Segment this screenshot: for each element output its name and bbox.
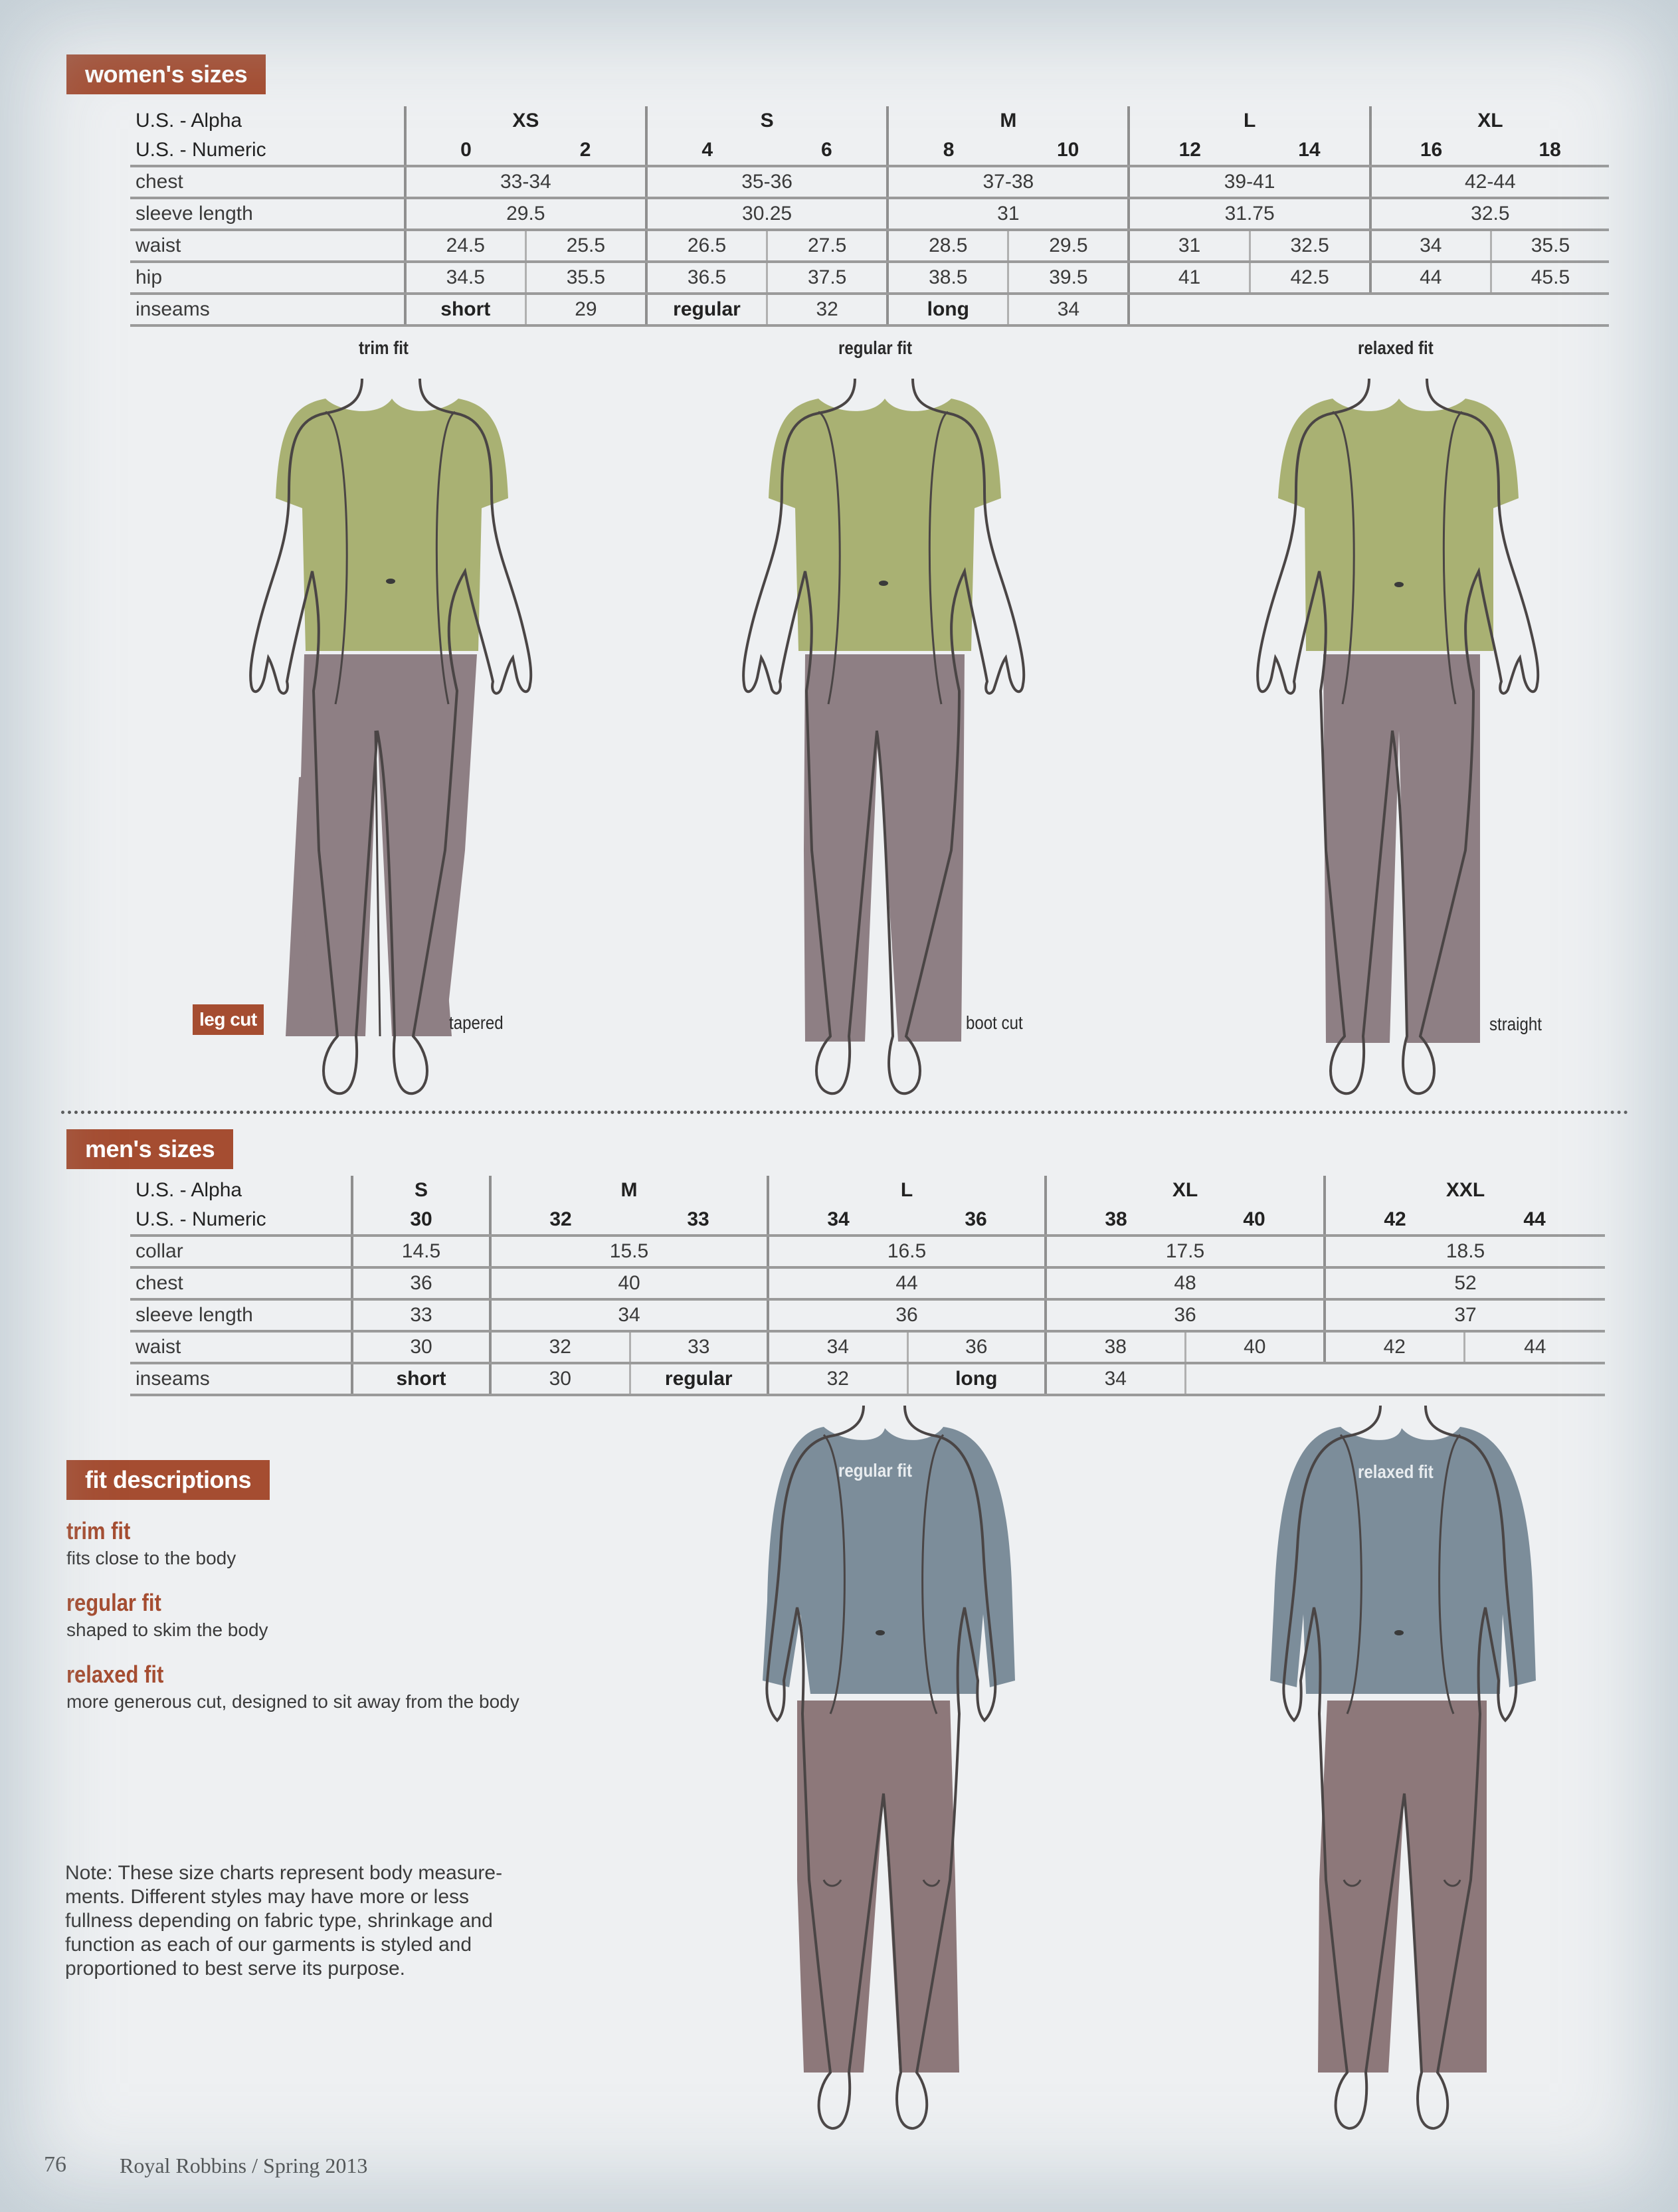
women-size-table: [130, 106, 1609, 327]
men-size-table: [130, 1176, 1605, 1396]
publication-footer: Royal Robbins / Spring 2013: [120, 2154, 368, 2177]
numeric-size: 34: [768, 1205, 907, 1236]
fit-desc-name: regular fit: [66, 1589, 161, 1616]
cell: 36: [1046, 1299, 1325, 1331]
cell: 24.5: [405, 230, 526, 262]
row-label: U.S. - Numeric: [130, 1205, 352, 1236]
women-numeric-row: [130, 136, 1609, 166]
page-number: 76: [44, 2152, 66, 2177]
cell: 29.5: [405, 198, 646, 230]
cell: short: [405, 294, 526, 325]
fit-desc-name: trim fit: [66, 1517, 131, 1544]
cell: 38: [1046, 1331, 1185, 1363]
men-sizes-heading: men's sizes: [66, 1129, 233, 1169]
cell: 38.5: [887, 262, 1008, 294]
row-label: sleeve length: [130, 1299, 352, 1331]
row-label: hip: [130, 262, 405, 294]
men-inseams-row: [130, 1363, 1605, 1395]
numeric-size: 42: [1325, 1205, 1464, 1236]
numeric-size: 0: [405, 136, 526, 166]
men-alpha-row: [130, 1176, 1605, 1205]
alpha-size: M: [490, 1176, 768, 1205]
women-figure-regular: [719, 372, 1051, 1109]
row-label: waist: [130, 230, 405, 262]
cell: 42: [1325, 1331, 1464, 1363]
numeric-size: 16: [1370, 136, 1491, 166]
cell: 32: [490, 1331, 630, 1363]
cell: 44: [1464, 1331, 1605, 1363]
cell: 28.5: [887, 230, 1008, 262]
cell: 35.5: [525, 262, 646, 294]
cell: 37.5: [767, 262, 888, 294]
cell: 33-34: [405, 166, 646, 198]
men-numeric-row: [130, 1205, 1605, 1236]
fit-desc-text: more generous cut, designed to sit away from the body: [66, 1691, 519, 1712]
cell: 14.5: [352, 1236, 490, 1267]
numeric-size: 2: [525, 136, 646, 166]
alpha-size: L: [768, 1176, 1046, 1205]
cell: 34: [490, 1299, 768, 1331]
alpha-size: S: [646, 106, 887, 136]
cell: regular: [630, 1363, 768, 1395]
cell: 27.5: [767, 230, 888, 262]
cell: 36.5: [646, 262, 767, 294]
numeric-size: 18: [1491, 136, 1609, 166]
cut-label-straight: straight: [1489, 1014, 1542, 1034]
cell: regular: [646, 294, 767, 325]
cell: 31.75: [1129, 198, 1370, 230]
cell: 42.5: [1250, 262, 1370, 294]
alpha-size: S: [352, 1176, 490, 1205]
cell: 30: [352, 1331, 490, 1363]
numeric-size: 14: [1250, 136, 1370, 166]
alpha-size: L: [1129, 106, 1370, 136]
alpha-size: XL: [1370, 106, 1609, 136]
row-label: U.S. - Alpha: [136, 1179, 242, 1201]
women-figure-trim: [226, 372, 558, 1109]
row-label: U.S. - Numeric: [130, 136, 405, 166]
row-label: collar: [130, 1236, 352, 1267]
women-fit-label-regular: regular fit: [838, 337, 913, 358]
cell: 33: [630, 1331, 768, 1363]
cell: 15.5: [490, 1236, 768, 1267]
women-waist-row: [130, 230, 1609, 262]
numeric-size: 30: [352, 1205, 490, 1236]
cell: 39-41: [1129, 166, 1370, 198]
row-label: waist: [130, 1331, 352, 1363]
row-label: sleeve length: [130, 198, 405, 230]
men-fit-label-regular: regular fit: [838, 1460, 913, 1481]
women-sleeve-row: [130, 198, 1609, 230]
cell: 52: [1325, 1267, 1605, 1299]
cut-label-tapered: tapered: [449, 1012, 504, 1033]
women-sizes-heading: women's sizes: [66, 54, 266, 94]
numeric-size: 44: [1464, 1205, 1605, 1236]
cell: 31: [887, 198, 1129, 230]
women-inseams-row: [130, 294, 1609, 325]
cell: 34: [1046, 1363, 1185, 1395]
fit-desc-text: shaped to skim the body: [66, 1619, 268, 1640]
men-waist-row: [130, 1331, 1605, 1363]
fit-desc-name: relaxed fit: [66, 1661, 164, 1688]
cell: 25.5: [525, 230, 646, 262]
cell: 42-44: [1370, 166, 1609, 198]
cell: 32: [768, 1363, 907, 1395]
numeric-size: 8: [887, 136, 1008, 166]
cell: 26.5: [646, 230, 767, 262]
cell: 31: [1129, 230, 1250, 262]
cell: 30: [490, 1363, 630, 1395]
cell: 41: [1129, 262, 1250, 294]
cell: 40: [1185, 1331, 1325, 1363]
numeric-size: 4: [646, 136, 767, 166]
women-fit-label-trim: trim fit: [359, 337, 409, 358]
women-alpha-row: [130, 106, 1609, 136]
cell: 35.5: [1491, 230, 1609, 262]
men-figure-relaxed: [1248, 1402, 1553, 2159]
cell: 45.5: [1491, 262, 1609, 294]
cell: 29.5: [1008, 230, 1129, 262]
numeric-size: 40: [1185, 1205, 1325, 1236]
cell: 44: [768, 1267, 1046, 1299]
size-note: Note: These size charts represent body measure- ments. Different styles may have more or less fullness depending on fabric type, shrinkage and function as each of our garments is styled and proportioned to best serve its purpose.: [65, 1862, 503, 1980]
cell: 30.25: [646, 198, 887, 230]
cell: 32.5: [1250, 230, 1370, 262]
cell: 18.5: [1325, 1236, 1605, 1267]
men-chest-row: [130, 1267, 1605, 1299]
row-label: U.S. - Alpha: [136, 110, 242, 132]
fit-desc-text: fits close to the body: [66, 1548, 236, 1568]
cell-empty: [1129, 294, 1609, 325]
cell: 29: [525, 294, 646, 325]
numeric-size: 36: [907, 1205, 1046, 1236]
cell: 36: [768, 1299, 1046, 1331]
men-collar-row: [130, 1236, 1605, 1267]
cell: 34: [1008, 294, 1129, 325]
cell: 36: [907, 1331, 1046, 1363]
leg-cut-badge: leg cut: [193, 1004, 264, 1035]
row-label: inseams: [130, 294, 405, 325]
cell: 37: [1325, 1299, 1605, 1331]
cell: 40: [490, 1267, 768, 1299]
cell: 34.5: [405, 262, 526, 294]
numeric-size: 10: [1008, 136, 1129, 166]
numeric-size: 33: [630, 1205, 768, 1236]
numeric-size: 38: [1046, 1205, 1185, 1236]
cell: long: [907, 1363, 1046, 1395]
cell-empty: [1185, 1363, 1605, 1395]
cell: 32: [767, 294, 888, 325]
cell: 37-38: [887, 166, 1129, 198]
alpha-size: XS: [405, 106, 646, 136]
row-label: chest: [130, 166, 405, 198]
cell: 34: [1370, 230, 1491, 262]
cell: 44: [1370, 262, 1491, 294]
cell: 16.5: [768, 1236, 1046, 1267]
women-chest-row: [130, 166, 1609, 198]
alpha-size: M: [887, 106, 1129, 136]
cell: 35-36: [646, 166, 887, 198]
cell: short: [352, 1363, 490, 1395]
alpha-size: XL: [1046, 1176, 1325, 1205]
cell: 36: [352, 1267, 490, 1299]
numeric-size: 32: [490, 1205, 630, 1236]
women-fit-label-relaxed: relaxed fit: [1358, 337, 1434, 358]
row-label: inseams: [130, 1363, 352, 1395]
men-figure-regular: [731, 1402, 1036, 2159]
cell: 34: [768, 1331, 907, 1363]
numeric-size: 12: [1129, 136, 1250, 166]
cell: 48: [1046, 1267, 1325, 1299]
men-fit-label-relaxed: relaxed fit: [1358, 1461, 1434, 1482]
section-divider: [61, 1111, 1629, 1114]
numeric-size: 6: [767, 136, 888, 166]
cell: 32.5: [1370, 198, 1609, 230]
women-figure-relaxed: [1233, 372, 1565, 1109]
alpha-size: XXL: [1325, 1176, 1605, 1205]
cell: long: [887, 294, 1008, 325]
cell: 39.5: [1008, 262, 1129, 294]
cell: 17.5: [1046, 1236, 1325, 1267]
cut-label-boot-cut: boot cut: [966, 1012, 1023, 1033]
row-label: chest: [130, 1267, 352, 1299]
cell: 33: [352, 1299, 490, 1331]
men-sleeve-row: [130, 1299, 1605, 1331]
women-hip-row: [130, 262, 1609, 294]
fit-descriptions-heading: fit descriptions: [66, 1460, 270, 1500]
